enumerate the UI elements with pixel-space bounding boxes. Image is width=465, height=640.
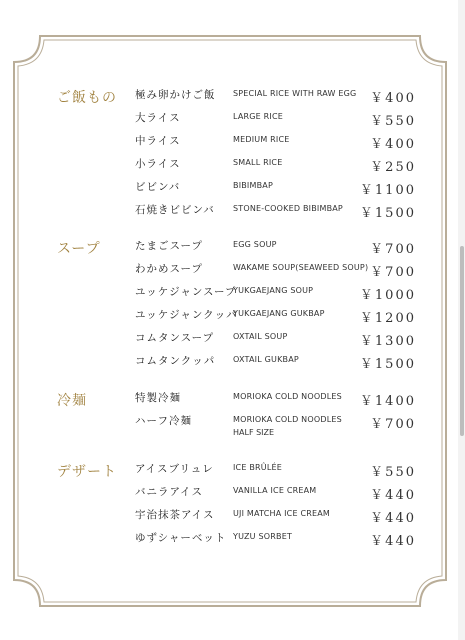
item-name-jp: ユッケジャンクッパ — [135, 309, 238, 321]
item-name-en: BIBIMBAP — [233, 181, 273, 190]
item-name-en: SMALL RICE — [233, 158, 283, 167]
item-name-en: LARGE RICE — [233, 112, 284, 121]
menu-item — [0, 530, 458, 550]
item-price: ￥550 — [370, 114, 416, 129]
item-price: ￥1500 — [359, 206, 416, 221]
item-name-en: ICE BRÛLÉE — [233, 463, 283, 472]
item-name-jp: ハーフ冷麺 — [135, 415, 192, 427]
item-price: ￥250 — [370, 160, 416, 175]
item-name-en: WAKAME SOUP(SEAWEED SOUP) — [233, 263, 369, 272]
scrollbar-thumb[interactable] — [460, 246, 464, 436]
menu-item — [0, 330, 458, 350]
item-price: ￥700 — [370, 417, 416, 432]
item-price: ￥1000 — [359, 288, 416, 303]
item-name-jp: バニラアイス — [135, 486, 203, 498]
item-name-en: STONE-COOKED BIBIMBAP — [233, 204, 343, 213]
item-name-en: EGG SOUP — [233, 240, 277, 249]
section-title-dessert: デザート — [57, 464, 117, 480]
item-name-jp: コムタンクッパ — [135, 355, 216, 367]
item-name-jp: 特製冷麺 — [135, 392, 181, 404]
item-name-jp: アイスブリュレ — [135, 463, 214, 475]
section-title-noodles: 冷麺 — [57, 393, 87, 409]
item-name-jp: たまごスープ — [135, 240, 203, 252]
item-price: ￥440 — [370, 488, 416, 503]
item-name-en: VANILLA ICE CREAM — [233, 486, 317, 495]
menu-item — [0, 390, 458, 410]
item-price: ￥1500 — [359, 357, 416, 372]
item-price: ￥700 — [370, 265, 416, 280]
menu-item — [0, 484, 458, 504]
item-price: ￥1100 — [359, 183, 416, 198]
menu-item — [0, 307, 458, 327]
item-price: ￥400 — [370, 137, 416, 152]
item-price: ￥1300 — [359, 334, 416, 349]
item-price: ￥700 — [370, 242, 416, 257]
menu-item — [0, 507, 458, 527]
item-name-en: OXTAIL SOUP — [233, 332, 288, 341]
item-name-en: OXTAIL GUKBAP — [233, 355, 299, 364]
menu-item — [0, 87, 458, 107]
item-price: ￥440 — [370, 511, 416, 526]
menu-item — [0, 133, 458, 153]
item-name-jp: 宇治抹茶アイス — [135, 509, 215, 521]
item-name-en: YUKGAEJANG GUKBAP — [233, 309, 325, 318]
section-title-soup: スープ — [57, 241, 101, 257]
menu-item — [0, 461, 458, 481]
item-name-jp: 極み卵かけご飯 — [135, 89, 216, 101]
menu-item — [0, 413, 458, 433]
item-name-jp: 石焼きビビンバ — [135, 204, 215, 216]
item-name-jp: コムタンスープ — [135, 332, 215, 344]
item-price: ￥1400 — [359, 394, 416, 409]
item-name-jp: ゆずシャーベット — [135, 532, 227, 544]
item-name-jp: ビビンバ — [135, 181, 181, 193]
item-price: ￥440 — [370, 534, 416, 549]
item-name-en: YUZU SORBET — [233, 532, 293, 541]
menu-item — [0, 353, 458, 373]
item-price: ￥400 — [370, 91, 416, 106]
menu-item — [0, 261, 458, 281]
menu-item — [0, 284, 458, 304]
menu-item — [0, 110, 458, 130]
item-name-en: YUKGAEJANG SOUP — [233, 286, 314, 295]
item-name-en: MEDIUM RICE — [233, 135, 290, 144]
item-name-jp: 中ライス — [135, 135, 181, 147]
item-name-jp: 大ライス — [135, 112, 181, 124]
menu-item — [0, 202, 458, 222]
item-name-jp: わかめスープ — [135, 263, 203, 275]
item-name-jp: 小ライス — [135, 158, 181, 170]
menu-item — [0, 238, 458, 258]
section-title-rice: ご飯もの — [57, 90, 117, 106]
item-price: ￥1200 — [359, 311, 416, 326]
item-name-en: MORIOKA COLD NOODLES — [233, 392, 342, 401]
menu-item — [0, 179, 458, 199]
item-name-jp: ユッケジャンスープ — [135, 286, 237, 298]
item-name-en: UJI MATCHA ICE CREAM — [233, 509, 331, 518]
item-name-en: SPECIAL RICE WITH RAW EGG — [233, 89, 357, 98]
menu-item — [0, 156, 458, 176]
item-price: ￥550 — [370, 465, 416, 480]
scrollbar-track[interactable] — [458, 0, 465, 640]
item-name-en-line2: HALF SIZE — [233, 428, 275, 437]
item-name-en: MORIOKA COLD NOODLES — [233, 415, 342, 424]
